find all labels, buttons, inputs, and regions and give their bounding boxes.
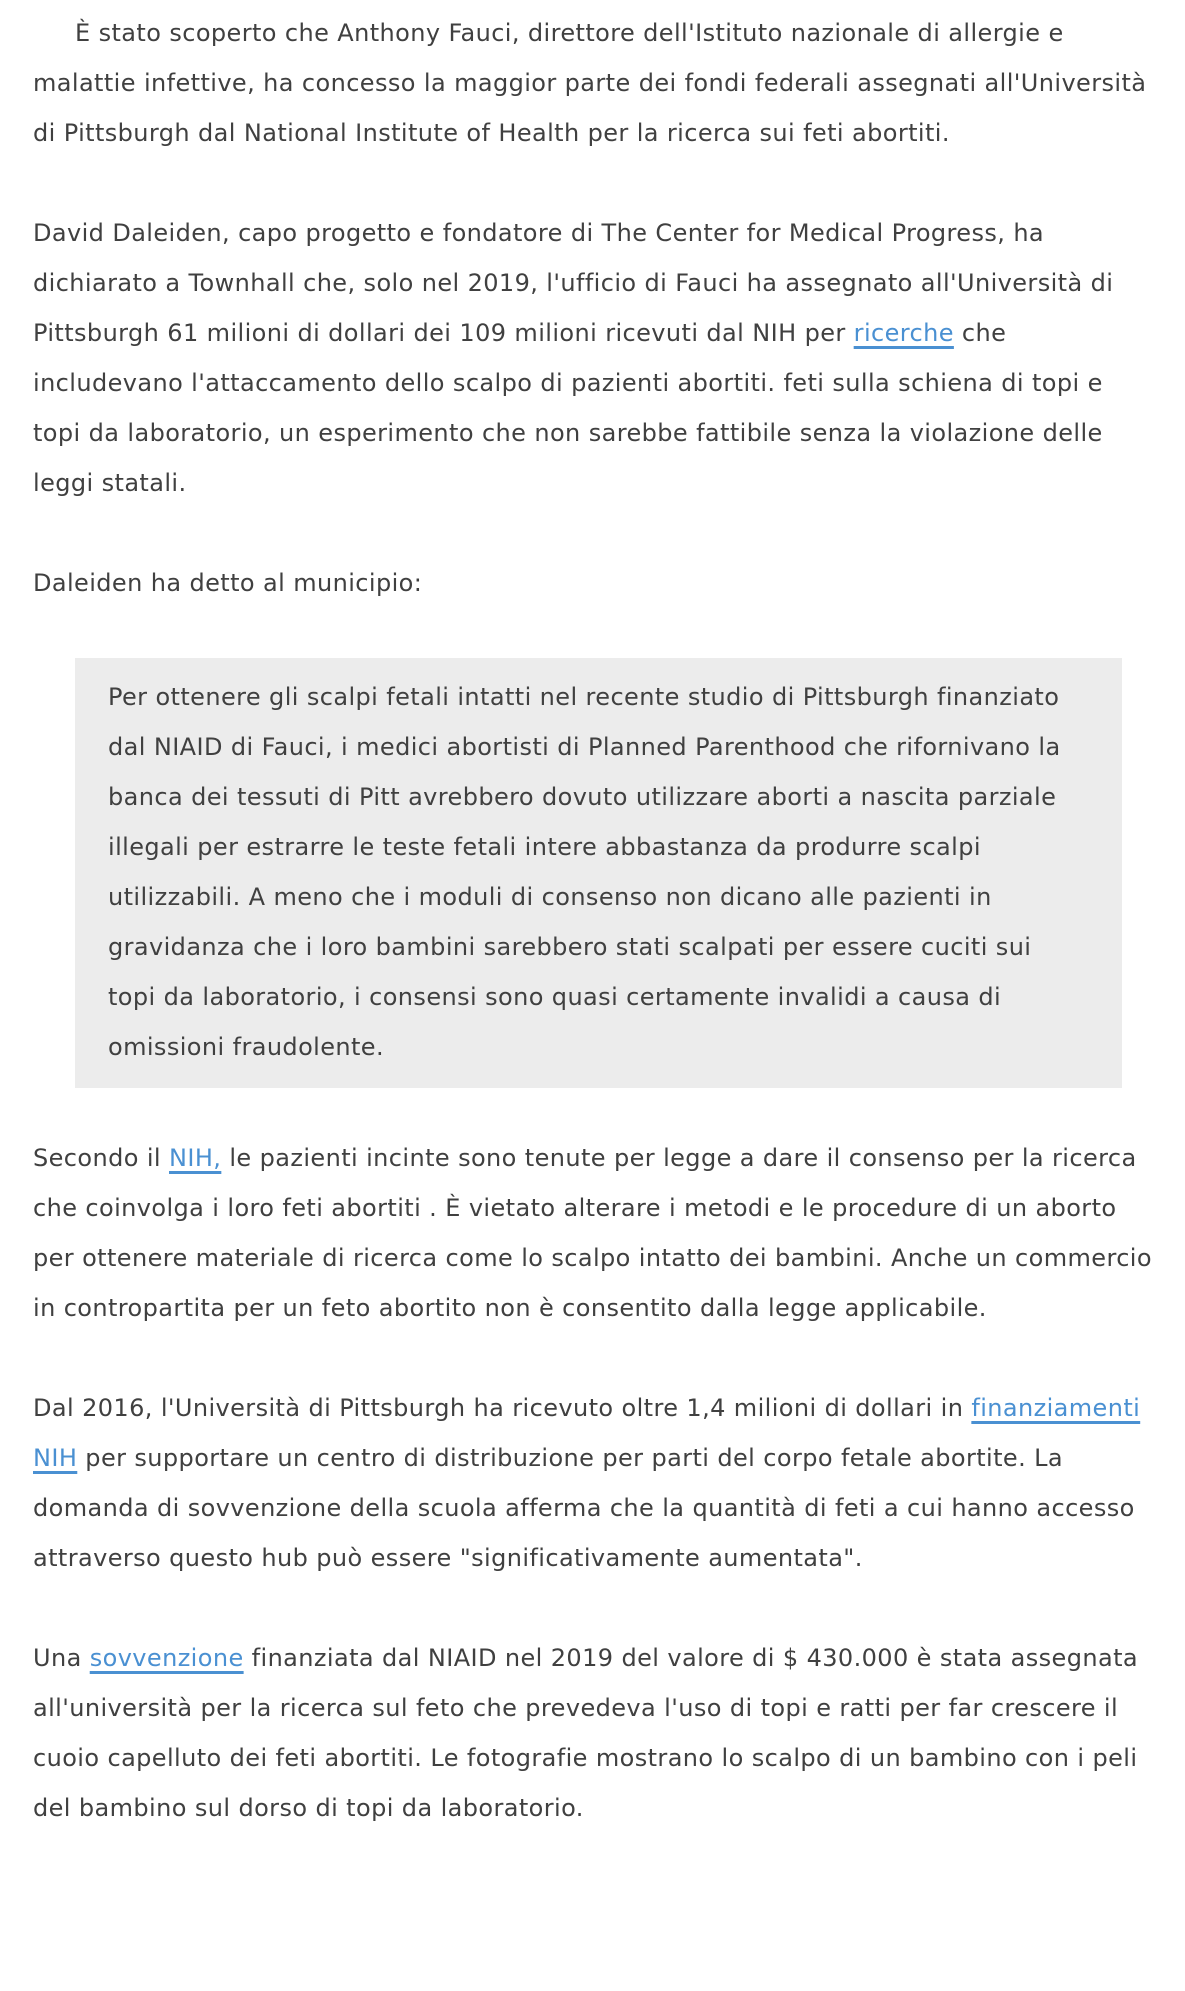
blockquote-text [108,672,1078,1072]
paragraph-grant-2019 [33,1633,1155,1833]
link-ricerche[interactable]: ricerche [853,319,954,347]
link-nih[interactable]: NIH, [169,1144,222,1172]
link-sovvenzione[interactable]: sovvenzione [89,1644,244,1672]
text-run: David Daleiden, capo progetto e fondatore di The Center for Medical Progress, ha dichiarato a Townhall che, solo nel 2019, l'ufficio di Fauci ha assegnato all'Università di Pittsburgh 61 milioni di dollari dei 109 milioni ricevuti dal NIH per [33,219,1114,347]
text-run: Per ottenere gli scalpi fetali intatti nel recente studio di Pittsburgh finanziato dal NIAID di Fauci, i medici abortisti di Planned Parenthood che rifornivano la banca dei tessuti di Pitt avrebbero dovuto utilizzare aborti a nascita parziale illegali per estrarre le teste fetali intere abbastanza da produrre scalpi utilizzabili. A meno che i moduli di consenso non dicano alle pazienti in gravidanza che i loro bambini sarebbero stati scalpati per essere cuciti sui topi da laboratorio, i consensi sono quasi certamente invalidi a causa di omissioni fraudolente. [108,683,1061,1061]
paragraph-daleiden-claim [33,208,1155,508]
text-run: le pazienti incinte sono tenute per legge a dare il consenso per la ricerca che coinvolga i loro feti abortiti . È vietato alterare i metodi e le procedure di un aborto per ottenere materiale di ricerca come lo scalpo intatto dei bambini. Anche un commercio in contropartita per un feto abortito non è consentito dalla legge applicabile. [33,1144,1152,1322]
text-run: Una [33,1644,90,1672]
paragraph-nih-rules [33,1133,1155,1333]
text-run: Dal 2016, l'Università di Pittsburgh ha ricevuto oltre 1,4 milioni di dollari in [33,1394,972,1422]
text-run: per supportare un centro di distribuzione per parti del corpo fetale abortite. La domanda di sovvenzione della scuola afferma che la quantità di feti a cui hanno accesso attraverso questo hub può essere "significativamente aumentata". [33,1444,1135,1572]
text-run: È stato scoperto che Anthony Fauci, direttore dell'Istituto nazionale di allergie e malattie infettive, ha concesso la maggior parte dei fondi federali assegnati all'Università di Pittsburgh dal National Institute of Health per la ricerca sui feti abortiti. [33,19,1147,147]
text-run: Daleiden ha detto al municipio: [33,569,423,597]
paragraph-quote-lead [33,558,1155,608]
paragraph-intro [33,8,1155,158]
text-run: finanziata dal NIAID nel 2019 del valore di $ 430.000 è stata assegnata all'università per la ricerca sul feto che prevedeva l'uso di topi e ratti per far crescere il cuoio capelluto dei feti abortiti. Le fotografie mostrano lo scalpo di un bambino con i peli del bambino sul dorso di topi da laboratorio. [33,1644,1138,1822]
link-finanziamenti-nih[interactable]: finanziamenti NIH [33,1394,1141,1472]
paragraph-funding-2016 [33,1383,1155,1583]
text-run: che includevano l'attaccamento dello scalpo di pazienti abortiti. feti sulla schiena di topi e topi da laboratorio, un esperimento che non sarebbe fattibile senza la violazione delle leggi statali. [33,319,1103,497]
text-run: Secondo il [33,1144,170,1172]
blockquote-daleiden-statement [75,658,1122,1088]
